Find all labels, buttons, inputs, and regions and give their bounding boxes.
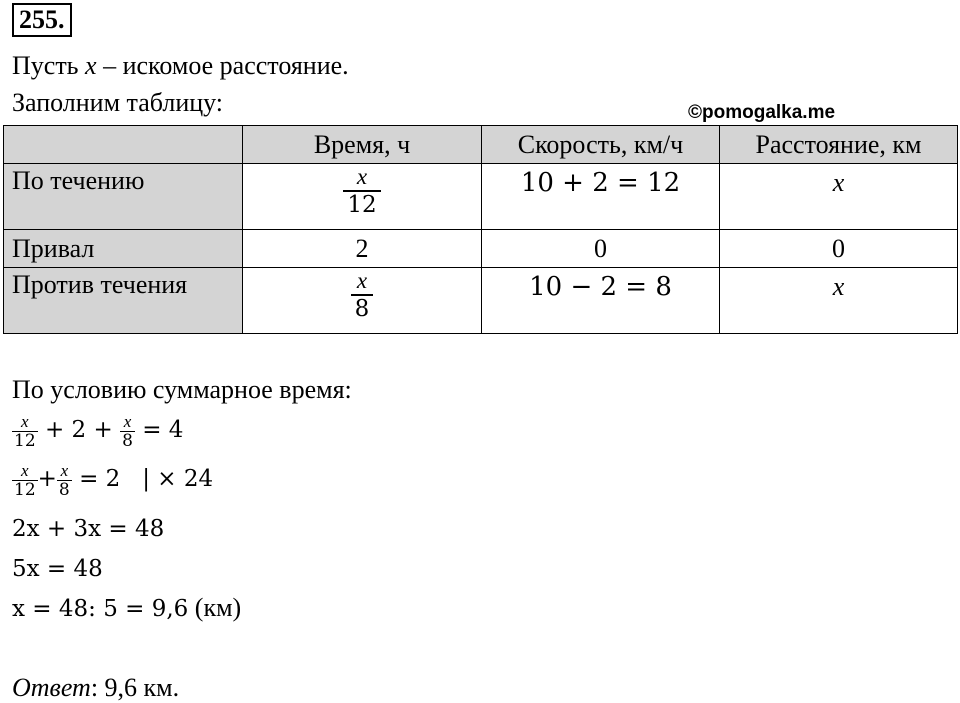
row-label: Привал xyxy=(4,230,243,268)
speed-cell: 10 − 2 = 8 xyxy=(482,268,720,334)
equation-5-unit: (км) xyxy=(188,593,242,622)
fraction-denominator: 8 xyxy=(351,294,374,322)
intro-text-b: – искомое расстояние. xyxy=(96,51,349,80)
equation-3: 2x + 3x = 48 xyxy=(12,516,165,542)
problem-number: 255. xyxy=(12,3,72,37)
equation-5-math: x = 48: 5 = 9,6 xyxy=(12,596,189,622)
fraction-denominator: 12 xyxy=(14,430,36,451)
fraction-denominator: 8 xyxy=(122,430,133,451)
speed-cell: 10 + 2 = 12 xyxy=(482,164,720,230)
intro-line-2: Заполним таблицу: xyxy=(12,88,224,117)
fraction-denominator: 12 xyxy=(343,190,380,218)
watermark: ©pomogalka.me xyxy=(688,102,836,123)
table-row xyxy=(4,268,958,334)
speed-cell: 0 xyxy=(482,230,720,268)
fraction-numerator: x xyxy=(356,164,368,189)
table-row xyxy=(4,230,958,268)
fraction xyxy=(12,413,38,450)
distance-cell: x xyxy=(720,268,958,334)
equation-rhs: = 2 | × 24 xyxy=(79,466,214,492)
row-label: Против течения xyxy=(4,268,243,334)
equation-operator: + xyxy=(37,466,57,492)
fraction-numerator: x xyxy=(21,460,29,480)
fraction-numerator: x xyxy=(60,460,69,480)
time-cell: 2 xyxy=(243,230,482,268)
intro-text-a: Пусть xyxy=(12,51,86,80)
fraction-denominator: 12 xyxy=(14,479,36,500)
header-cell-empty xyxy=(4,126,243,164)
intro-variable: x xyxy=(85,51,97,80)
answer-label: Ответ xyxy=(12,673,91,702)
equation-operator: + 2 + xyxy=(44,417,113,443)
fraction-numerator: x xyxy=(123,411,132,431)
data-table xyxy=(3,125,958,334)
condition-text: По условию суммарное время: xyxy=(12,375,352,404)
header-cell-speed: Скорость, км/ч xyxy=(482,126,720,164)
intro-line-1 xyxy=(12,51,349,81)
table-header-row xyxy=(4,126,958,164)
fraction xyxy=(57,462,72,499)
table-row xyxy=(4,164,958,230)
distance-cell: 0 xyxy=(720,230,958,268)
answer-line xyxy=(12,673,179,703)
header-cell-time: Время, ч xyxy=(243,126,482,164)
equation-rhs: = 4 xyxy=(142,417,184,443)
equation-2 xyxy=(12,461,213,499)
fraction-denominator: 8 xyxy=(58,479,70,500)
fraction-numerator: x xyxy=(356,268,368,293)
equation-5 xyxy=(12,591,241,627)
fraction xyxy=(12,462,38,499)
distance-cell: x xyxy=(720,164,958,230)
row-label: По течению xyxy=(4,164,243,230)
time-fraction xyxy=(351,268,374,322)
answer-text: : 9,6 км. xyxy=(90,673,180,702)
header-cell-distance: Расстояние, км xyxy=(720,126,958,164)
time-fraction xyxy=(343,164,380,218)
equation-4: 5x = 48 xyxy=(12,556,103,582)
fraction xyxy=(120,413,135,450)
time-cell xyxy=(243,268,482,334)
time-cell xyxy=(243,164,482,230)
fraction-numerator: x xyxy=(21,411,29,431)
equation-1 xyxy=(12,412,183,450)
